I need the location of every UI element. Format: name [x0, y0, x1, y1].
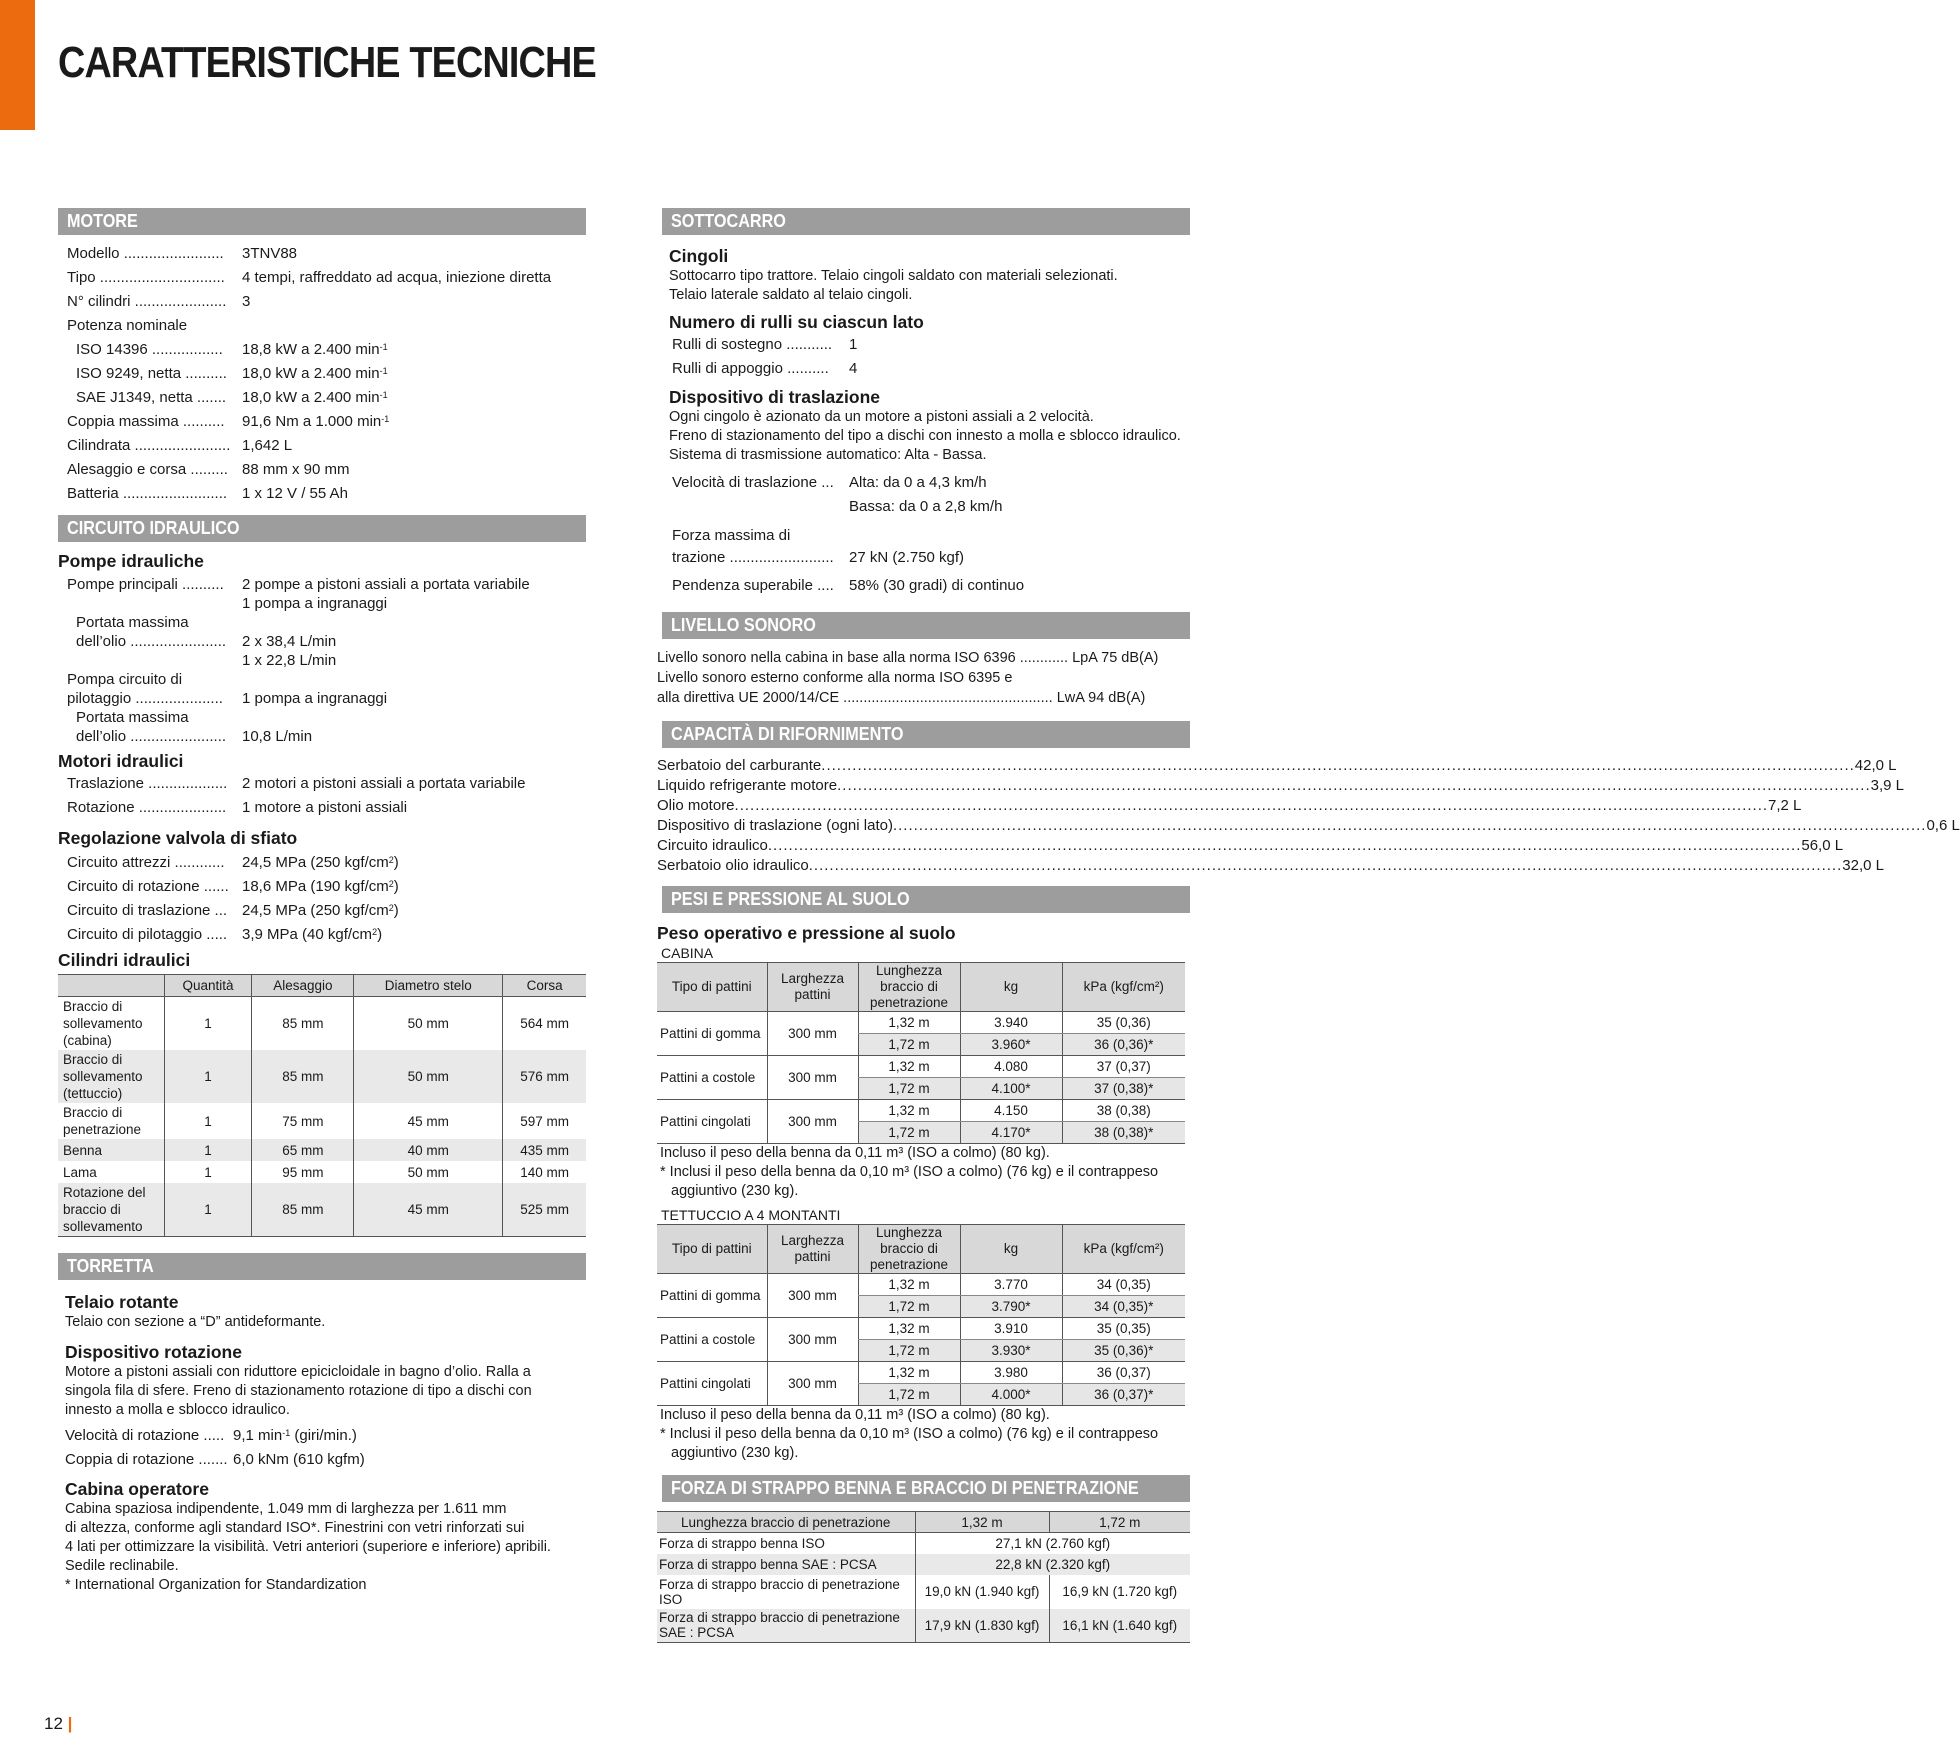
- spec-row: [67, 410, 586, 434]
- table-cell: Lama: [63, 1164, 97, 1180]
- spec-label: Traslazione ...................: [67, 775, 228, 792]
- rulli-specs: [669, 333, 1190, 381]
- superscript: -1: [379, 342, 388, 352]
- pompe-specs: [58, 575, 586, 746]
- spec-row: [67, 314, 586, 338]
- pesi-note: * Inclusi il peso della benna da 0,10 m³ (ISO a colmo) (76 kg) e il contrappeso: [660, 1426, 1159, 1442]
- forza-value-cell: 19,0 kN (1.940 kgf): [915, 1575, 1049, 1609]
- spec-row: [67, 458, 586, 482]
- section-torretta-header: TORRETTA: [58, 1253, 586, 1280]
- spec-label: Cilindrata .......................: [67, 437, 231, 454]
- table-cell: 3.960*: [960, 1034, 1062, 1056]
- pesi-type-cell: Pattini cingolati: [657, 1100, 767, 1144]
- torretta-content: [58, 1291, 586, 1595]
- table-cell: 3.940: [960, 1012, 1062, 1034]
- table-cell: 75 mm: [252, 1103, 354, 1139]
- rotazione-text: innesto a molla e sblocco idraulico.: [65, 1402, 290, 1418]
- table-row: [657, 1274, 1185, 1296]
- cabina-text: Sedile reclinabile.: [65, 1558, 179, 1574]
- table-row: [58, 1139, 586, 1161]
- cabina-label: CABINA: [661, 945, 714, 961]
- cilindri-title: Cilindri idraulici: [58, 950, 191, 970]
- table-cell: 45 mm: [354, 1183, 503, 1237]
- spec-value: 24,5 MPa (250 kgf/$cm^2$): [242, 902, 399, 919]
- forza-value-cell: 27,1 kN (2.760 kgf): [915, 1533, 1190, 1554]
- pesi-width-cell: 300 mm: [767, 1100, 858, 1144]
- table-cell: 1: [164, 1183, 252, 1237]
- table-cell: Rotazione del braccio di sollevamento: [58, 1183, 164, 1237]
- superscript: 2: [372, 927, 378, 937]
- sottocarro-content: [662, 245, 1190, 598]
- spec-row: [67, 482, 586, 506]
- spec-value: 1 x 22,8 L/min: [242, 652, 337, 669]
- forza-value-cell: 16,9 kN (1.720 kgf): [1049, 1575, 1190, 1609]
- forza-label-cell: Forza di strappo braccio di penetrazione SAE : PCSA: [657, 1609, 915, 1643]
- table-cell: 38 (0,38)*: [1062, 1122, 1185, 1144]
- pesi-header-cell: Larghezza pattini: [767, 963, 858, 1012]
- spec-row: [67, 386, 586, 410]
- pesi-tettuccio-table: [657, 1224, 1185, 1406]
- spec-row: [672, 357, 1190, 381]
- spec-label: pilotaggio .....................: [67, 690, 223, 707]
- spec-label: Batteria .........................: [67, 485, 228, 502]
- spec-row: [67, 875, 586, 899]
- spec-value: 58% (30 gradi) di continuo: [849, 577, 1025, 594]
- velocita-rotazione-row: [65, 1424, 586, 1448]
- capacita-value: 0,6 L: [1926, 817, 1960, 834]
- section-sottocarro-header: SOTTOCARRO: [662, 208, 1190, 235]
- spec-value: 18,0 kW a 2.400 $\min^{-1}$: [242, 365, 388, 382]
- sonoro-content: [657, 648, 1190, 708]
- spec-value: 9,1 $\min^{-1}$ (giri/min.): [233, 1427, 357, 1444]
- spec-value: 18,8 kW a 2.400 $\min^{-1}$: [242, 341, 388, 358]
- pesi-width-cell: 300 mm: [767, 1056, 858, 1100]
- pesi-note: * Inclusi il peso della benna da 0,10 m³ (ISO a colmo) (76 kg) e il contrappeso: [660, 1164, 1159, 1180]
- table-cell: 1,72 m: [858, 1340, 960, 1362]
- right-column: [657, 208, 1960, 1643]
- capacita-row: [657, 756, 1897, 776]
- table-cell: 1,32 m: [858, 1318, 960, 1340]
- spec-value: 3: [242, 293, 251, 310]
- spec-value: 1,642 L: [242, 437, 293, 454]
- cabina-text: Cabina spaziosa indipendente, 1.049 mm di larghezza per 1.611 mm: [65, 1501, 507, 1517]
- spec-row: [67, 923, 586, 947]
- pesi-type-cell: Pattini a costole: [657, 1318, 767, 1362]
- spec-row: [67, 362, 586, 386]
- traslazione-text: Ogni cingolo è azionato da un motore a pistoni assiali a 2 velocità.: [669, 409, 1094, 425]
- pesi-width-cell: 300 mm: [767, 1012, 858, 1056]
- pesi-type-cell: Pattini cingolati: [657, 1362, 767, 1406]
- table-cell: 35 (0,35): [1062, 1318, 1185, 1340]
- table-cell: 140 mm: [503, 1161, 586, 1183]
- pesi-width-cell: 300 mm: [767, 1318, 858, 1362]
- section-pesi-header: PESI E PRESSIONE AL SUOLO: [662, 886, 1190, 913]
- superscript: 2: [388, 879, 394, 889]
- cilindri-header-cell: Alesaggio: [252, 975, 354, 997]
- leader-dots: ........................................................................................................................................................................................................: [892, 817, 1927, 834]
- spec-value: 3TNV88: [242, 245, 298, 262]
- spec-label: Velocità di traslazione ...: [672, 474, 834, 491]
- spec-value: 1 pompa a ingranaggi: [242, 690, 388, 707]
- cabina-note: * International Organization for Standardization: [65, 1577, 367, 1593]
- spec-row: [67, 772, 586, 796]
- spec-row: [672, 333, 1190, 357]
- spec-label: Pompa circuito di: [67, 671, 183, 688]
- pesi-type-cell: Pattini a costole: [657, 1056, 767, 1100]
- cingoli-text: Sottocarro tipo trattore. Telaio cingoli saldato con materiali selezionati.: [669, 268, 1118, 284]
- table-cell: Braccio di sollevamento (cabina): [63, 999, 143, 1048]
- superscript: -1: [379, 366, 388, 376]
- pesi-content: [657, 922, 1190, 1463]
- table-cell: 3.910: [960, 1318, 1062, 1340]
- table-cell: 34 (0,35): [1062, 1274, 1185, 1296]
- table-cell: 85 mm: [252, 997, 354, 1051]
- pesi-header-cell: Tipo di pattini: [657, 1225, 767, 1274]
- table-cell: 1: [164, 1103, 252, 1139]
- table-cell: 34 (0,35)*: [1062, 1296, 1185, 1318]
- superscript: 2: [388, 903, 394, 913]
- traslazione-text: Freno di stazionamento del tipo a dischi con innesto a molla e sblocco idraulico.: [669, 428, 1181, 444]
- superscript: -1: [381, 414, 390, 424]
- table-cell: 4.150: [960, 1100, 1062, 1122]
- spec-label: Potenza nominale: [67, 317, 188, 334]
- pesi-header-cell: kg: [960, 963, 1062, 1012]
- table-row: [657, 1012, 1185, 1034]
- capacita-value: 56,0 L: [1801, 837, 1844, 854]
- capacita-value: 42,0 L: [1854, 757, 1897, 774]
- table-cell: 36 (0,37)*: [1062, 1384, 1185, 1406]
- spec-value: Alta: da 0 a 4,3 km/h: [849, 474, 987, 491]
- capacita-label: Serbatoio olio idraulico: [657, 857, 809, 874]
- spec-value: 1 motore a pistoni assiali: [242, 799, 408, 816]
- table-cell: 95 mm: [252, 1161, 354, 1183]
- section-capacita-header: CAPACITÀ DI RIFORNIMENTO: [662, 721, 1190, 748]
- spec-value: 18,0 kW a 2.400 $\min^{-1}$: [242, 389, 388, 406]
- table-cell: 435 mm: [503, 1139, 586, 1161]
- spec-row: [67, 242, 586, 266]
- forza-table: [657, 1511, 1190, 1643]
- section-motore-header: MOTORE: [58, 208, 586, 235]
- spec-row: [67, 290, 586, 314]
- table-cell: 1: [164, 997, 252, 1051]
- spec-value: 3,9 MPa (40 kgf/$cm^2$): [242, 926, 383, 943]
- capacita-label: Circuito idraulico: [657, 837, 768, 854]
- pendenza-row: [669, 574, 1190, 598]
- orange-accent-bar: [0, 0, 35, 130]
- leader-dots: ........................................................................................................................................................................................................: [837, 777, 1871, 794]
- pesi-header-cell: Larghezza pattini: [767, 1225, 858, 1274]
- spec-label: N° cilindri ......................: [67, 293, 227, 310]
- table-cell: 1,72 m: [858, 1122, 960, 1144]
- left-column: [58, 208, 586, 1595]
- table-cell: 85 mm: [252, 1183, 354, 1237]
- cilindri-table: [58, 974, 586, 1237]
- cilindri-header-cell: [58, 975, 164, 997]
- spec-value: 18,6 MPa (190 kgf/$cm^2$): [242, 878, 399, 895]
- pesi-title: Peso operativo e pressione al suolo: [657, 923, 956, 943]
- table-cell: 1,72 m: [858, 1034, 960, 1056]
- capacita-row: [657, 816, 1960, 836]
- table-cell: 1,72 m: [858, 1384, 960, 1406]
- cabina-title: Cabina operatore: [65, 1479, 209, 1499]
- table-cell: 45 mm: [354, 1103, 503, 1139]
- spec-value: 4: [849, 360, 858, 377]
- forza-header-cell: 1,32 m: [915, 1512, 1049, 1533]
- capacita-row: [657, 776, 1904, 796]
- forza-value-cell: 22,8 kN (2.320 kgf): [915, 1554, 1190, 1575]
- table-cell: Benna: [58, 1139, 164, 1161]
- cilindri-header-cell: Corsa: [503, 975, 586, 997]
- rotazione-title: Dispositivo rotazione: [65, 1342, 242, 1362]
- spec-value: 1 x 12 V / 55 Ah: [242, 485, 348, 502]
- forza-header-cell: Lunghezza braccio di penetrazione: [657, 1512, 915, 1533]
- spec-value: 2 pompe a pistoni assiali a portata variabile: [242, 576, 530, 593]
- table-cell: 1: [164, 1161, 252, 1183]
- spec-value: 1 pompa a ingranaggi: [242, 595, 388, 612]
- table-row: [657, 1056, 1185, 1078]
- forza-value-cell: 17,9 kN (1.830 kgf): [915, 1609, 1049, 1643]
- table-cell: 3.980: [960, 1362, 1062, 1384]
- spec-value: 88 mm x 90 mm: [242, 461, 350, 478]
- pesi-header-cell: Lunghezza braccio di penetrazione: [858, 1225, 960, 1274]
- table-cell: 50 mm: [354, 1050, 503, 1103]
- capacita-label: Dispositivo di traslazione (ogni lato): [657, 817, 893, 834]
- table-row: [58, 1161, 586, 1183]
- table-cell: 4.100*: [960, 1078, 1062, 1100]
- spec-label: Forza massima di: [672, 527, 791, 544]
- traslazione-title: Dispositivo di traslazione: [669, 387, 881, 407]
- spec-label: Circuito di rotazione ......: [67, 878, 229, 895]
- valvola-specs: [58, 851, 586, 947]
- spec-value: 1: [849, 336, 858, 353]
- spec-value: 24,5 MPa (250 kgf/$cm^2$): [242, 854, 399, 871]
- table-cell: 3.930*: [960, 1340, 1062, 1362]
- table-cell: 4.000*: [960, 1384, 1062, 1406]
- motori-title: Motori idraulici: [58, 751, 184, 771]
- spec-label: trazione .........................: [672, 549, 834, 566]
- table-cell: 525 mm: [503, 1183, 586, 1237]
- superscript: -1: [379, 390, 388, 400]
- valvola-title: Regolazione valvola di sfiato: [58, 828, 298, 848]
- page-number: 12 |: [44, 1714, 73, 1733]
- table-cell: 37 (0,37): [1062, 1056, 1185, 1078]
- pesi-note: Incluso il peso della benna da 0,11 m³ (ISO a colmo) (80 kg).: [660, 1407, 1050, 1423]
- spec-label: dell’olio .......................: [76, 728, 227, 745]
- spec-row: [67, 851, 586, 875]
- table-cell: 1,32 m: [858, 1056, 960, 1078]
- table-row: [657, 1362, 1185, 1384]
- table-cell: 564 mm: [503, 997, 586, 1051]
- capacita-row: [657, 796, 1802, 816]
- spec-label: Rulli di sostegno ...........: [672, 336, 833, 353]
- velocita-traslazione-row: [669, 471, 1190, 519]
- spec-value: 2 motori a pistoni assiali a portata variabile: [242, 775, 526, 792]
- table-cell: 1: [164, 1050, 252, 1103]
- spec-label: Pendenza superabile ....: [672, 577, 834, 594]
- spec-label: Portata massima: [76, 709, 189, 726]
- table-cell: 3.790*: [960, 1296, 1062, 1318]
- table-cell: 40 mm: [354, 1139, 503, 1161]
- section-forza-header: FORZA DI STRAPPO BENNA E BRACCIO DI PENETRAZIONE: [662, 1475, 1190, 1502]
- capacita-label: Serbatoio del carburante: [657, 757, 822, 774]
- section-circuito-header: CIRCUITO IDRAULICO: [58, 515, 586, 542]
- table-cell: 1,32 m: [858, 1100, 960, 1122]
- forza-label-cell: Forza di strappo benna SAE : PCSA: [657, 1554, 915, 1575]
- spec-label: Alesaggio e corsa .........: [67, 461, 228, 478]
- spec-label: Pompe principali ..........: [67, 576, 224, 593]
- spec-label: Portata massima: [76, 614, 189, 631]
- pesi-header-cell: Lunghezza braccio di penetrazione: [858, 963, 960, 1012]
- pesi-header-cell: kPa (kgf/cm²): [1062, 963, 1185, 1012]
- spec-label: Coppia di rotazione .......: [65, 1451, 228, 1468]
- table-row: [58, 1103, 586, 1139]
- table-cell: 597 mm: [503, 1103, 586, 1139]
- section-sonoro-header: LIVELLO SONORO: [662, 612, 1190, 639]
- page-title: CARATTERISTICHE TECNICHE: [58, 38, 596, 87]
- spec-label: Circuito di pilotaggio .....: [67, 926, 228, 943]
- pesi-header-cell: kg: [960, 1225, 1062, 1274]
- leader-dots: ........................................................................................................................................................................................................: [767, 837, 1802, 854]
- spec-row: [67, 338, 586, 362]
- sonoro-line: alla direttiva UE 2000/14/CE .................................................... LwA 94 dB(A): [657, 690, 1146, 706]
- table-row: [657, 1100, 1185, 1122]
- spec-label: Rulli di appoggio ..........: [672, 360, 829, 377]
- spec-label: Tipo ..............................: [67, 269, 225, 286]
- capacita-list: [657, 756, 1960, 876]
- pesi-width-cell: 300 mm: [767, 1362, 858, 1406]
- table-cell: 38 (0,38): [1062, 1100, 1185, 1122]
- table-cell: 35 (0,36): [1062, 1012, 1185, 1034]
- spec-label: ISO 9249, netta ..........: [76, 365, 227, 382]
- capacita-label: Olio motore: [657, 797, 735, 814]
- spec-value: 2 x 38,4 L/min: [242, 633, 337, 650]
- table-cell: 85 mm: [252, 1050, 354, 1103]
- sonoro-line: Livello sonoro nella cabina in base alla norma ISO 6396 ............ LpA 75 dB(A): [657, 650, 1159, 666]
- spec-label: SAE J1349, netta .......: [76, 389, 227, 406]
- pesi-header-cell: Tipo di pattini: [657, 963, 767, 1012]
- spec-label: Circuito di traslazione ...: [67, 902, 228, 919]
- table-cell: 35 (0,36)*: [1062, 1340, 1185, 1362]
- table-cell: 1,32 m: [858, 1362, 960, 1384]
- capacita-row: [657, 856, 1884, 876]
- pesi-note: aggiuntivo (230 kg).: [671, 1445, 799, 1461]
- leader-dots: ........................................................................................................................................................................................................: [821, 757, 1855, 774]
- table-row: [58, 1050, 586, 1103]
- spec-value: 91,6 Nm a 1.000 $\min^{-1}$: [242, 413, 390, 430]
- table-cell: 36 (0,37): [1062, 1362, 1185, 1384]
- spec-label: Velocità di rotazione .....: [65, 1427, 225, 1444]
- motori-specs: [58, 772, 586, 820]
- traslazione-text: Sistema di trasmissione automatico: Alta - Bassa.: [669, 447, 987, 463]
- cabina-text: 4 lati per ottimizzare la visibilità. Vetri anteriori (superiore e inferiore) apribili.: [65, 1539, 551, 1555]
- forza-header-cell: 1,72 m: [1049, 1512, 1190, 1533]
- table-cell: 50 mm: [354, 1161, 503, 1183]
- spec-value: 27 kN (2.750 kgf): [849, 549, 965, 566]
- cingoli-title: Cingoli: [669, 246, 729, 266]
- table-cell: 1,72 m: [858, 1078, 960, 1100]
- cilindri-header-cell: Quantità: [164, 975, 252, 997]
- spec-label: ISO 14396 .................: [76, 341, 223, 358]
- coppia-rotazione-row: [65, 1448, 586, 1472]
- telaio-text: Telaio con sezione a “D” antideformante.: [65, 1314, 326, 1330]
- capacita-value: 3,9 L: [1870, 777, 1904, 794]
- spec-label: Rotazione .....................: [67, 799, 227, 816]
- table-cell: 65 mm: [252, 1139, 354, 1161]
- rulli-title: Numero di rulli su ciascun lato: [669, 312, 924, 332]
- rotazione-text: singola fila di sfere. Freno di stazionamento rotazione di tipo a dischi con: [65, 1383, 532, 1399]
- spec-label: Circuito attrezzi ............: [67, 854, 225, 871]
- pesi-header-cell: kPa (kgf/cm²): [1062, 1225, 1185, 1274]
- capacita-value: 32,0 L: [1842, 857, 1884, 874]
- table-row: [58, 1183, 586, 1237]
- cilindri-header-cell: Diametro stelo: [354, 975, 503, 997]
- capacita-value: 7,2 L: [1768, 797, 1802, 814]
- table-row: [58, 997, 586, 1051]
- pompe-title: Pompe idrauliche: [58, 551, 204, 571]
- table-cell: 37 (0,38)*: [1062, 1078, 1185, 1100]
- capacita-label: Liquido refrigerante motore: [657, 777, 838, 794]
- pesi-type-cell: Pattini di gomma: [657, 1012, 767, 1056]
- sonoro-line: Livello sonoro esterno conforme alla norma ISO 6395 e: [657, 670, 1013, 686]
- spec-label: Modello ........................: [67, 245, 224, 262]
- forza-trazione-row: [669, 525, 1190, 569]
- spec-value: 6,0 kNm (610 kgfm): [233, 1451, 365, 1468]
- motore-specs: [58, 242, 586, 506]
- pesi-cabina-table: [657, 962, 1185, 1144]
- table-cell: 1,72 m: [858, 1296, 960, 1318]
- forza-label-cell: Forza di strappo benna ISO: [659, 1535, 825, 1551]
- cingoli-text: Telaio laterale saldato al telaio cingoli.: [669, 287, 913, 303]
- leader-dots: ........................................................................................................................................................................................................: [734, 797, 1769, 814]
- table-cell: 3.770: [960, 1274, 1062, 1296]
- table-cell: 1: [164, 1139, 252, 1161]
- pesi-note: aggiuntivo (230 kg).: [671, 1183, 799, 1199]
- leader-dots: ........................................................................................................................................................................................................: [808, 857, 1843, 874]
- table-cell: 50 mm: [354, 997, 503, 1051]
- spec-value: 10,8 L/min: [242, 728, 313, 745]
- table-cell: 576 mm: [503, 1050, 586, 1103]
- forza-label-cell: Forza di strappo braccio di penetrazione ISO: [659, 1576, 900, 1607]
- spec-label: Coppia massima ..........: [67, 413, 225, 430]
- superscript: 2: [388, 855, 394, 865]
- table-cell: 4.170*: [960, 1122, 1062, 1144]
- pesi-width-cell: 300 mm: [767, 1274, 858, 1318]
- spec-row: [67, 266, 586, 290]
- spec-value: Bassa: da 0 a 2,8 km/h: [849, 498, 1003, 515]
- pesi-note: Incluso il peso della benna da 0,11 m³ (ISO a colmo) (80 kg).: [660, 1145, 1050, 1161]
- spec-value: 4 tempi, raffreddato ad acqua, iniezione diretta: [242, 269, 552, 286]
- table-cell: 36 (0,36)*: [1062, 1034, 1185, 1056]
- spec-row: [67, 434, 586, 458]
- cabina-text: di altezza, conforme agli standard ISO*. Finestrini con vetri rinforzati sui: [65, 1520, 525, 1536]
- tettuccio-label: TETTUCCIO A 4 MONTANTI: [661, 1207, 841, 1223]
- spec-label: dell’olio .......................: [76, 633, 227, 650]
- table-cell: 1,32 m: [858, 1274, 960, 1296]
- forza-value-cell: 16,1 kN (1.640 kgf): [1049, 1609, 1190, 1643]
- table-cell: Braccio di sollevamento (tettuccio): [58, 1050, 164, 1103]
- telaio-title: Telaio rotante: [65, 1292, 179, 1312]
- table-cell: 1,32 m: [858, 1012, 960, 1034]
- table-cell: 4.080: [960, 1056, 1062, 1078]
- rotazione-text: Motore a pistoni assiali con riduttore epicicloidale in bagno d’olio. Ralla a: [65, 1364, 531, 1380]
- spec-row: [67, 899, 586, 923]
- spec-row: [67, 796, 586, 820]
- capacita-row: [657, 836, 1844, 856]
- table-row: [657, 1318, 1185, 1340]
- table-cell: Braccio di penetrazione: [63, 1105, 142, 1137]
- pesi-type-cell: Pattini di gomma: [657, 1274, 767, 1318]
